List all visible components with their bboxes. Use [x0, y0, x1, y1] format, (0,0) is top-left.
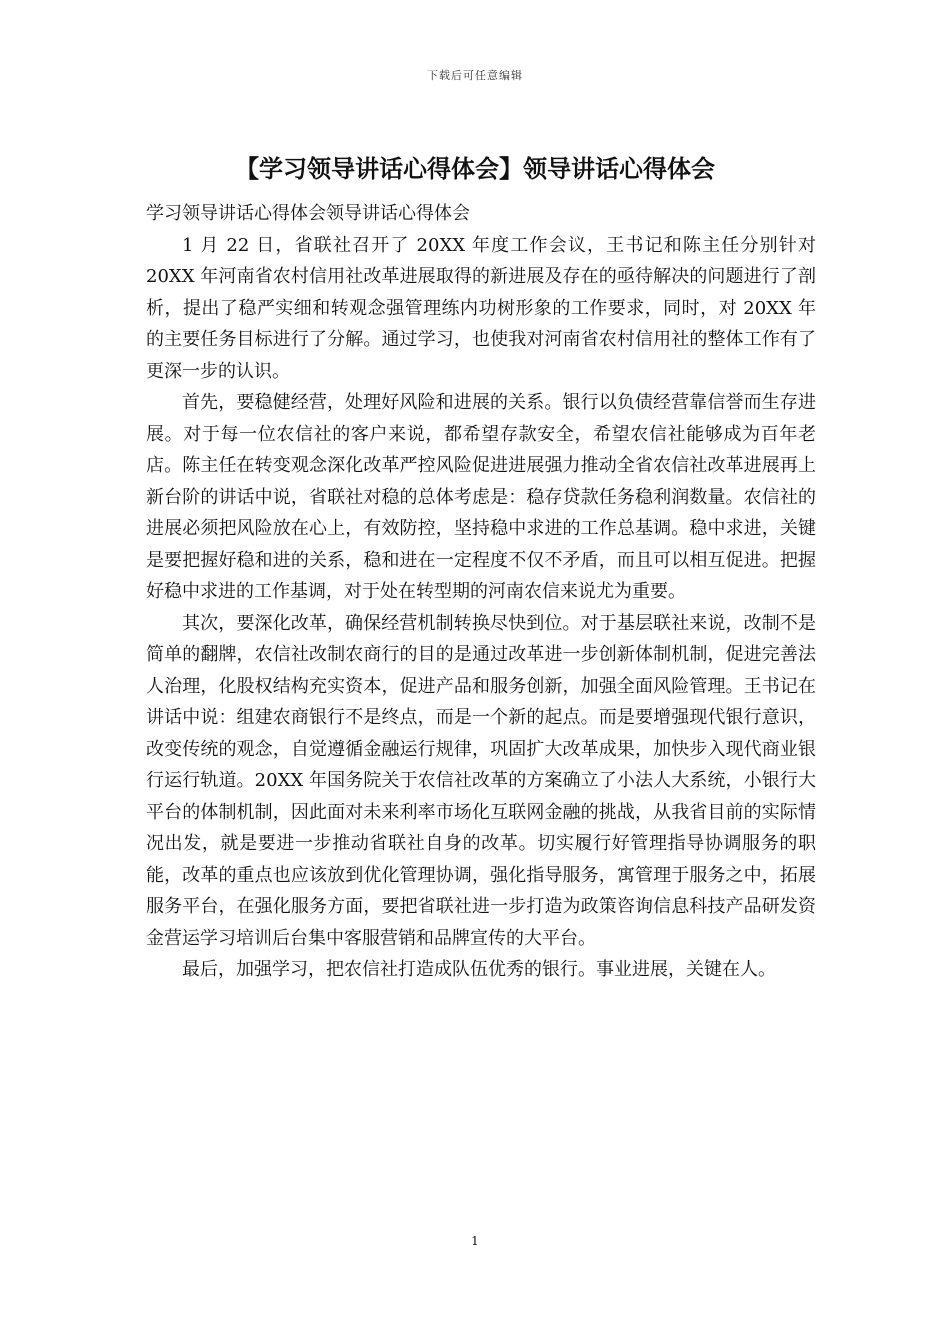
page-number: 1: [471, 1234, 479, 1248]
paragraph-3: 其次，要深化改革，确保经营机制转换尽快到位。对于基层联社来说，改制不是简单的翻牌，农信社改制农商行的目的是通过改革进一步创新体制机制，促进完善法人治理，化股权结构充实资本，促进产品和服务创新，加强全面风险管理。王书记在讲话中说：组建农商银行不是终点，而是一个新的起点。而是要增强现代银行意识，改变传统的观念，自觉遵循金融运行规律，巩固扩大改革成果，加快步入现代商业银行运行轨道。20XX 年国务院关于农信社改革的方案确立了小法人大系统，小银行大平台的体制机制，因此面对未来利率市场化互联网金融的挑战，从我省目前的实际情况出发，就是要进一步推动省联社自身的改革。切实履行好管理指导协调服务的职能，改革的重点也应该放到优化管理协调，强化指导服务，寓管理于服务之中，拓展服务平台，在强化服务方面，要把省联社进一步打造为政策咨询信息科技产品研发资金营运学习培训后台集中客服营销和品牌宣传的大平台。: [146, 612, 816, 949]
paragraph-2: 首先，要稳健经营，处理好风险和进展的关系。银行以负债经营靠信誉而生存进展。对于每一位农信社的客户来说，都希望存款安全，希望农信社能够成为百年老店。陈主任在转变观念深化改革严控风险促进进展强力推动全省农信社改革进展再上新台阶的讲话中说，省联社对稳的总体考虑是：稳存贷款任务稳利润数量。农信社的进展必须把风险放在心上，有效防控，坚持稳中求进的工作总基调。稳中求进，关键是要把握好稳和进的关系，稳和进在一定程度不仅不矛盾，而且可以相互促进。把握好稳中求进的工作基调，对于处在转型期的河南农信来说尤为重要。: [146, 392, 816, 602]
document-subtitle: 学习领导讲话心得体会领导讲话心得体会: [146, 203, 470, 224]
paragraph-4: 最后，加强学习，把农信社打造成队伍优秀的银行。事业进展，关键在人。: [182, 959, 776, 980]
header-note: 下载后可任意编辑: [427, 69, 523, 82]
document-title: 【学习领导讲话心得体会】领导讲话心得体会: [235, 155, 715, 183]
document-body: [146, 198, 816, 986]
paragraph-1: 1 月 22 日，省联社召开了 20XX 年度工作会议，王书记和陈主任分别针对 20XX 年河南省农村信用社改革进展取得的新进展及存在的亟待解决的问题进行了剖析，提出了稳严实细和转观念强管理练内功树形象的工作要求，同时，对 20XX 年的主要任务目标进行了分解。通过学习，也使我对河南省农村信用社的整体工作有了更深一步的认识。: [146, 234, 816, 382]
